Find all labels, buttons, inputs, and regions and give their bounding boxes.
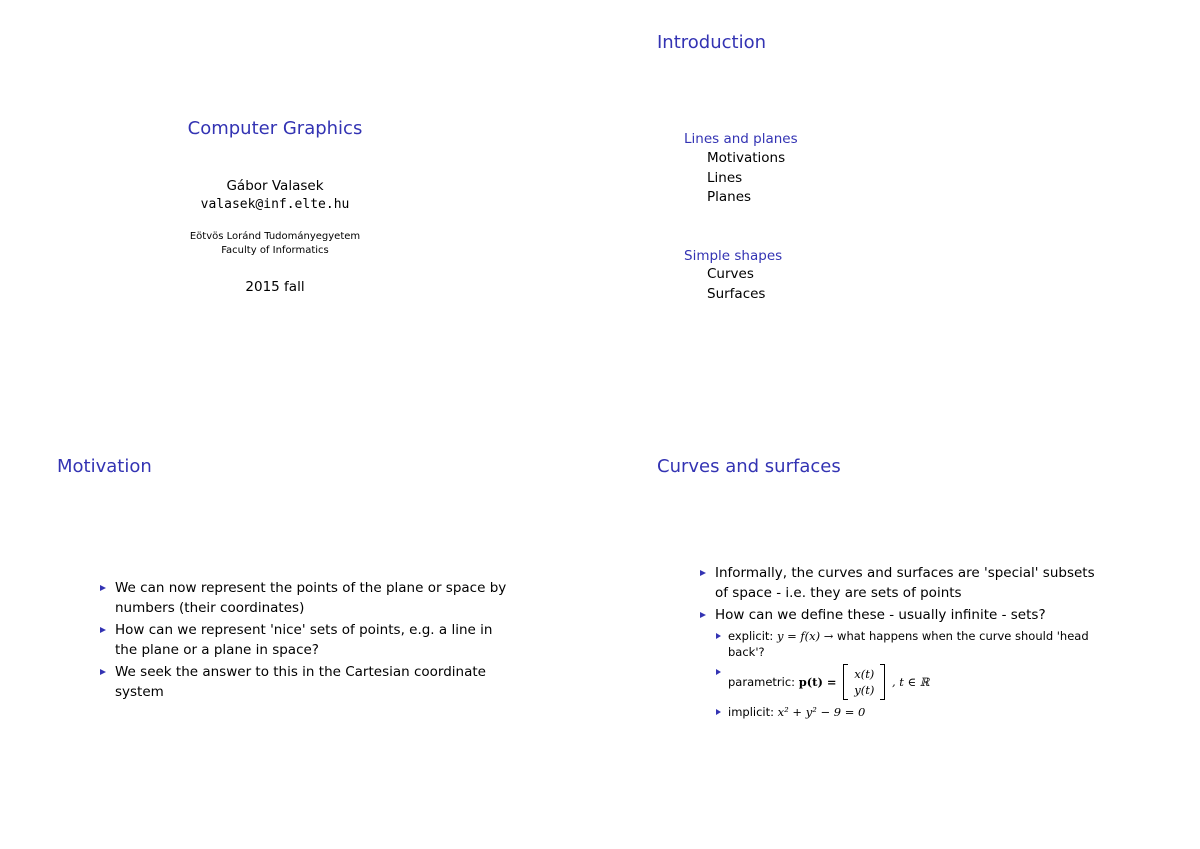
list-item: We seek the answer to this in the Cartesian coordinate system <box>98 663 518 702</box>
frame-title: Introduction <box>657 32 767 53</box>
presentation-title: Computer Graphics <box>187 118 363 139</box>
sub-item-implicit <box>715 704 1098 720</box>
list-item: We can now represent the points of the plane or space by numbers (their coordinates) <box>98 579 518 618</box>
explicit-label: explicit: <box>728 628 774 643</box>
explicit-text: what happens when the curve should 'head back'? <box>728 628 1089 659</box>
institution: Eötvös Loránd Tudományegyetem <box>189 231 361 242</box>
sub-item-explicit <box>715 628 1098 660</box>
toc-item-surfaces: Surfaces <box>707 286 766 302</box>
sub-item-parametric <box>715 664 1098 701</box>
explicit-formula: y = f(x) → <box>776 628 834 643</box>
vector-bottom: y(t) <box>854 683 875 697</box>
list-item <box>698 606 1098 720</box>
parametric-vector <box>843 664 885 700</box>
toc-item-curves: Curves <box>707 266 754 282</box>
implicit-formula: x² + y² − 9 = 0 <box>777 705 866 719</box>
implicit-label: implicit: <box>728 705 774 719</box>
title-slide <box>0 0 600 424</box>
introduction-slide <box>600 0 1200 424</box>
author-name: Gábor Valasek <box>226 178 324 194</box>
motivation-slide <box>0 424 600 848</box>
list-item-text: How can we define these - usually infinite - sets? <box>715 607 1046 623</box>
toc-item-motivations: Motivations <box>707 150 786 166</box>
parametric-label: parametric: <box>728 674 796 689</box>
curves-surfaces-slide <box>600 424 1200 848</box>
parametric-domain: , t ∈ ℝ <box>891 674 930 689</box>
list-item: How can we represent 'nice' sets of points, e.g. a line in the plane or a plane in space? <box>98 621 518 660</box>
vector-top: x(t) <box>854 667 875 681</box>
toc-item-planes: Planes <box>707 189 752 205</box>
sub-list <box>715 628 1098 721</box>
toc-item-lines: Lines <box>707 170 743 186</box>
parametric-lhs: p(t) = <box>798 674 837 689</box>
toc-section-simple-shapes: Simple shapes <box>684 248 783 264</box>
author-email: valasek@inf.elte.hu <box>200 197 350 212</box>
bullet-list <box>98 579 518 705</box>
bullet-list <box>698 564 1098 724</box>
date: 2015 fall <box>245 279 305 295</box>
frame-title: Curves and surfaces <box>657 456 841 477</box>
list-item: Informally, the curves and surfaces are 'special' subsets of space - i.e. they are sets of points <box>698 564 1098 603</box>
frame-title: Motivation <box>57 456 152 477</box>
faculty: Faculty of Informatics <box>221 245 329 256</box>
toc-section-lines-and-planes: Lines and planes <box>684 131 798 147</box>
